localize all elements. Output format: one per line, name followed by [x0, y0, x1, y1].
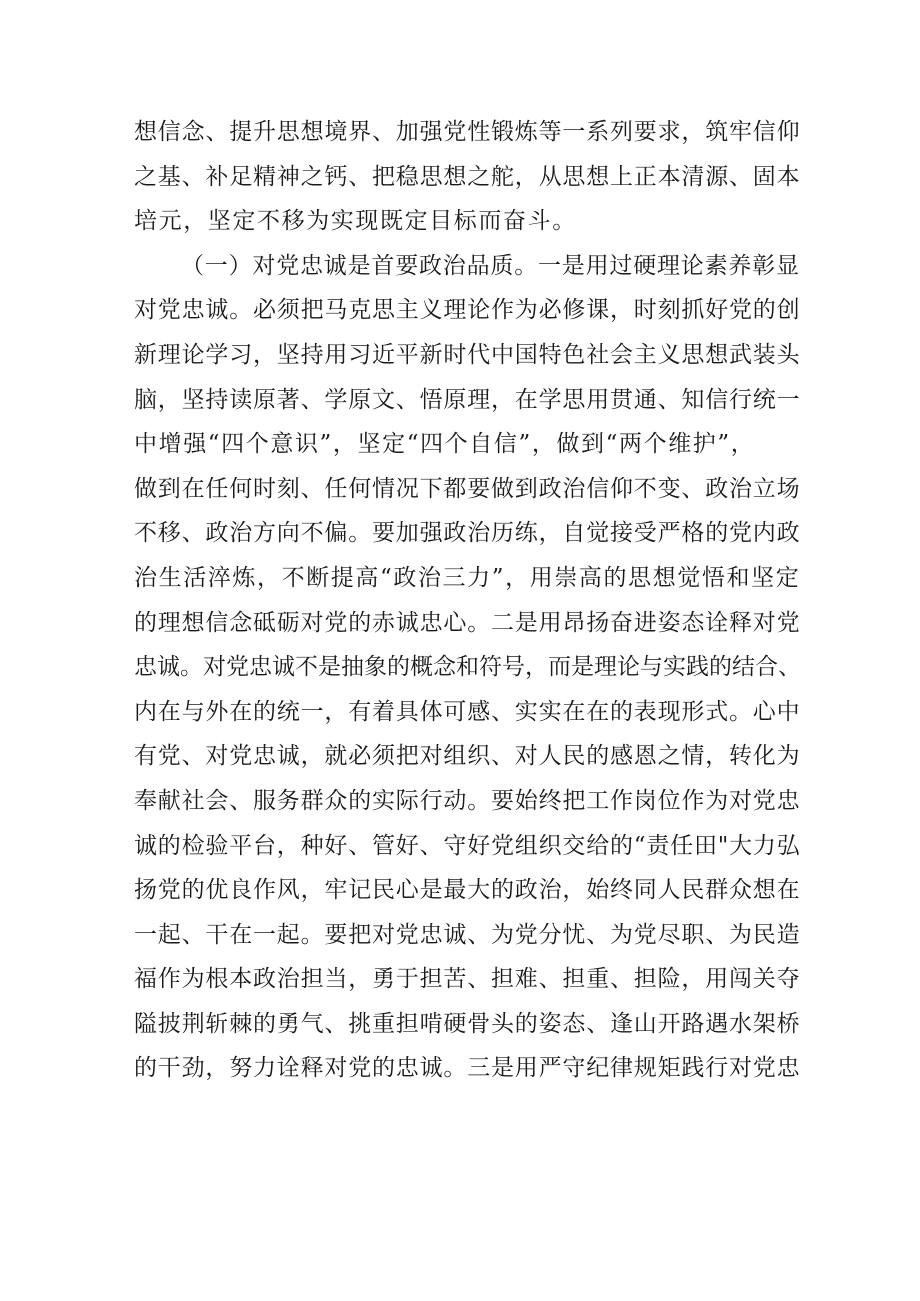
text-line: 诚的检验平台，种好、管好、守好党组织交给的“责任田"大力弘 [134, 832, 801, 859]
text-line: 福作为根本政治担当，勇于担苦、担难、担重、担险，用闯关夺 [134, 966, 801, 993]
text-line: 一起、干在一起。要把对党忠诚、为党分忧、为党尽职、为民造 [134, 921, 801, 948]
text-line: 隘披荆斩棘的勇气、挑重担啃硬骨头的姿态、逢山开路遇水架桥 [134, 1010, 801, 1037]
text-line: 治生活淬炼，不断提高“政治三力”，用崇高的思想觉悟和坚定 [134, 564, 801, 591]
body-text [134, 110, 804, 1091]
text-line: 脑，坚持读原著、学原文、悟原理，在学思用贯通、知信行统一 [134, 386, 801, 413]
text-line: 奉献社会、服务群众的实际行动。要始终把工作岗位作为对党忠 [134, 787, 801, 814]
text-line: 不移、政治方向不偏。要加强政治历练，自觉接受严格的党内政 [134, 520, 801, 547]
text-line: 培元，坚定不移为实现既定目标而奋斗。 [134, 208, 577, 235]
text-line: 有党、对党忠诚，就必须把对组织、对人民的感恩之情，转化为 [134, 743, 801, 770]
text-line: 扬党的优良作风，牢记民心是最大的政治，始终同人民群众想在 [134, 877, 801, 904]
text-line: 想信念、提升思想境界、加强党性锻炼等一系列要求，筑牢信仰 [134, 119, 801, 145]
text-line: 的理想信念砥砺对党的赤诚忠心。二是用昂扬奋进姿态诠释对党 [134, 609, 801, 636]
text-line: （一）对党忠诚是首要政治品质。一是用过硬理论素养彰显 [181, 252, 800, 279]
text-line: 忠诚。对党忠诚不是抽象的概念和符号，而是理论与实践的结合、 [134, 654, 801, 681]
text-line: 对党忠诚。必须把马克思主义理论作为必修课，时刻抓好党的创 [134, 297, 801, 324]
text-line: 新理论学习，坚持用习近平新时代中国特色社会主义思想武装头 [134, 341, 801, 368]
text-line: 中增强“四个意识”，坚定“四个自信”，做到“两个维护”， [134, 431, 756, 458]
text-line: 做到在任何时刻、任何情况下都要做到政治信仰不变、政治立场 [134, 475, 801, 502]
text-line: 内在与外在的统一，有着具体可感、实实在在的表现形式。心中 [134, 698, 801, 725]
text-line: 的干劲，努力诠释对党的忠诚。三是用严守纪律规矩践行对党忠 [134, 1055, 801, 1082]
text-line: 之基、补足精神之钙、把稳思想之舵，从思想上正本清源、固本 [134, 163, 801, 190]
